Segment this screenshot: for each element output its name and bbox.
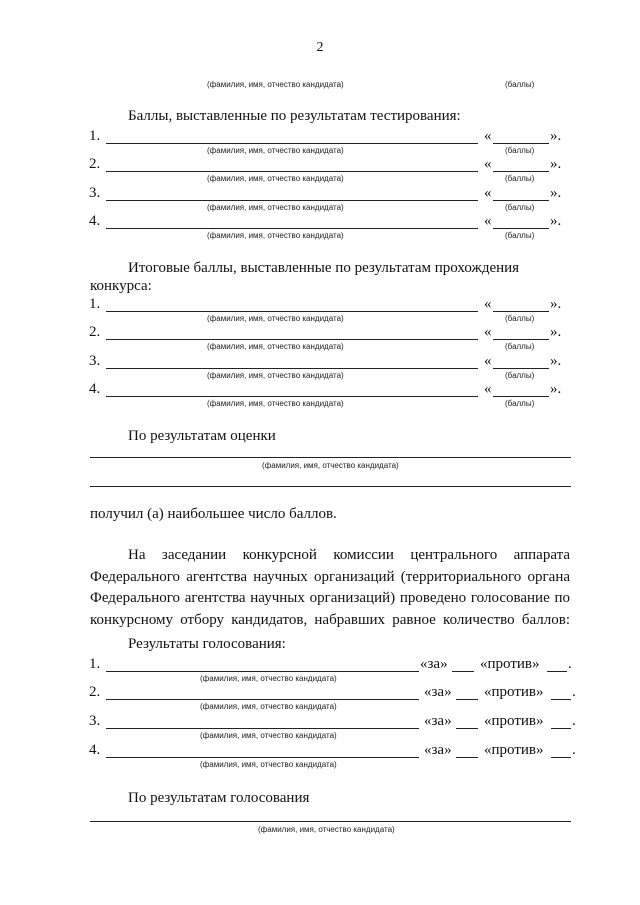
candidate-caption: (фамилия, имя, отчество кандидата) (200, 702, 337, 711)
final-row-number: 3. (89, 353, 101, 369)
score-line[interactable] (493, 143, 549, 144)
candidate-caption: (фамилия, имя, отчество кандидата) (262, 461, 399, 470)
meeting-word: аппарата (513, 547, 570, 563)
open-quote: « (484, 353, 492, 369)
voting-result-title: По результатам голосования (128, 790, 310, 806)
close-quote: ». (550, 128, 562, 144)
candidate-caption: (фамилия, имя, отчество кандидата) (200, 731, 337, 740)
voting-winner-line[interactable] (90, 821, 571, 822)
row-end-dot: . (572, 713, 576, 729)
for-count-line[interactable] (456, 757, 478, 758)
candidate-name-line[interactable] (106, 396, 478, 397)
score-line[interactable] (493, 396, 549, 397)
meeting-line-3: Федерального агентства научных организаций) проведено голосование по (90, 590, 570, 606)
for-label: «за» (424, 742, 452, 758)
open-quote: « (484, 156, 492, 172)
assessment-title: По результатам оценки (128, 428, 276, 444)
open-quote: « (484, 296, 492, 312)
score-caption: (баллы) (505, 174, 535, 183)
candidate-caption: (фамилия, имя, отчество кандидата) (207, 399, 344, 408)
close-quote: ». (550, 156, 562, 172)
final-row-number: 2. (89, 324, 101, 340)
meeting-line-1 (90, 545, 570, 567)
candidate-caption: (фамилия, имя, отчество кандидата) (207, 371, 344, 380)
for-label: «за» (420, 656, 448, 672)
score-caption: (баллы) (505, 203, 535, 212)
row-end-dot: . (572, 742, 576, 758)
against-count-line[interactable] (551, 757, 571, 758)
candidate-name-line[interactable] (106, 143, 478, 144)
close-quote: ». (550, 213, 562, 229)
score-line[interactable] (493, 228, 549, 229)
candidate-name-line[interactable] (106, 200, 478, 201)
meeting-line-2: Федерального агентства научных организаций (территориального органа (90, 568, 570, 585)
open-quote: « (484, 213, 492, 229)
final-section-title-cont: конкурса: (90, 278, 152, 294)
vote-candidate-line[interactable] (106, 757, 419, 758)
candidate-caption: (фамилия, имя, отчество кандидата) (207, 174, 344, 183)
candidate-name-line[interactable] (106, 228, 478, 229)
candidate-caption: (фамилия, имя, отчество кандидата) (207, 80, 344, 89)
final-row-number: 1. (89, 296, 101, 312)
voting-row-number: 2. (89, 684, 101, 700)
candidate-name-line[interactable] (106, 311, 478, 312)
score-caption: (баллы) (505, 399, 535, 408)
for-count-line[interactable] (456, 728, 478, 729)
winner-name-line[interactable] (90, 457, 571, 458)
voting-row-number: 3. (89, 713, 101, 729)
score-line[interactable] (493, 171, 549, 172)
final-section-title: Итоговые баллы, выставленные по результатам прохождения (128, 260, 520, 276)
winner-name-line-2[interactable] (90, 486, 571, 487)
meeting-word: На (128, 547, 146, 563)
score-caption: (баллы) (505, 371, 535, 380)
score-caption: (баллы) (505, 314, 535, 323)
voting-row-number: 4. (89, 742, 101, 758)
open-quote: « (484, 185, 492, 201)
against-count-line[interactable] (551, 728, 571, 729)
score-caption: (баллы) (505, 146, 535, 155)
meeting-word: конкурсной (242, 547, 317, 563)
candidate-name-line[interactable] (106, 339, 478, 340)
against-count-line[interactable] (547, 671, 567, 672)
candidate-caption: (фамилия, имя, отчество кандидата) (258, 825, 395, 834)
testing-row-number: 4. (89, 213, 101, 229)
meeting-word: заседании (161, 547, 227, 563)
score-line[interactable] (493, 339, 549, 340)
candidate-name-line[interactable] (106, 368, 478, 369)
meeting-word: комиссии (333, 547, 394, 563)
candidate-caption: (фамилия, имя, отчество кандидата) (207, 342, 344, 351)
open-quote: « (484, 324, 492, 340)
voting-title: Результаты голосования: (128, 636, 286, 652)
open-quote: « (484, 381, 492, 397)
close-quote: ». (550, 185, 562, 201)
against-label: «против» (484, 684, 544, 700)
close-quote: ». (550, 353, 562, 369)
close-quote: ». (550, 324, 562, 340)
against-label: «против» (480, 656, 540, 672)
candidate-caption: (фамилия, имя, отчество кандидата) (207, 203, 344, 212)
vote-candidate-line[interactable] (106, 728, 419, 729)
for-count-line[interactable] (456, 699, 478, 700)
score-caption: (баллы) (505, 342, 535, 351)
against-label: «против» (484, 742, 544, 758)
testing-row-number: 1. (89, 128, 101, 144)
vote-candidate-line[interactable] (106, 699, 419, 700)
candidate-caption: (фамилия, имя, отчество кандидата) (200, 760, 337, 769)
candidate-caption: (фамилия, имя, отчество кандидата) (207, 146, 344, 155)
candidate-name-line[interactable] (106, 171, 478, 172)
score-line[interactable] (493, 311, 549, 312)
testing-section-title: Баллы, выставленные по результатам тестирования: (128, 108, 461, 124)
score-line[interactable] (493, 368, 549, 369)
page-number: 2 (316, 40, 324, 55)
open-quote: « (484, 128, 492, 144)
row-end-dot: . (572, 684, 576, 700)
for-label: «за» (424, 713, 452, 729)
testing-row-number: 2. (89, 156, 101, 172)
candidate-caption: (фамилия, имя, отчество кандидата) (200, 674, 337, 683)
voting-row-number: 1. (89, 656, 101, 672)
score-caption: (баллы) (505, 231, 535, 240)
against-label: «против» (484, 713, 544, 729)
against-count-line[interactable] (551, 699, 571, 700)
meeting-line-4: конкурсному отбору кандидатов, набравших равное количество баллов: (90, 611, 570, 628)
received-text: получил (а) наибольшее число баллов. (90, 506, 337, 522)
testing-row-number: 3. (89, 185, 101, 201)
meeting-paragraph (90, 545, 570, 631)
score-line[interactable] (493, 200, 549, 201)
row-end-dot: . (568, 656, 572, 672)
final-row-number: 4. (89, 381, 101, 397)
close-quote: ». (550, 381, 562, 397)
vote-candidate-line[interactable] (106, 671, 419, 672)
score-caption: (баллы) (505, 80, 535, 89)
candidate-caption: (фамилия, имя, отчество кандидата) (207, 231, 344, 240)
close-quote: ». (550, 296, 562, 312)
for-count-line[interactable] (452, 671, 474, 672)
for-label: «за» (424, 684, 452, 700)
candidate-caption: (фамилия, имя, отчество кандидата) (207, 314, 344, 323)
meeting-word: центрального (410, 547, 498, 563)
